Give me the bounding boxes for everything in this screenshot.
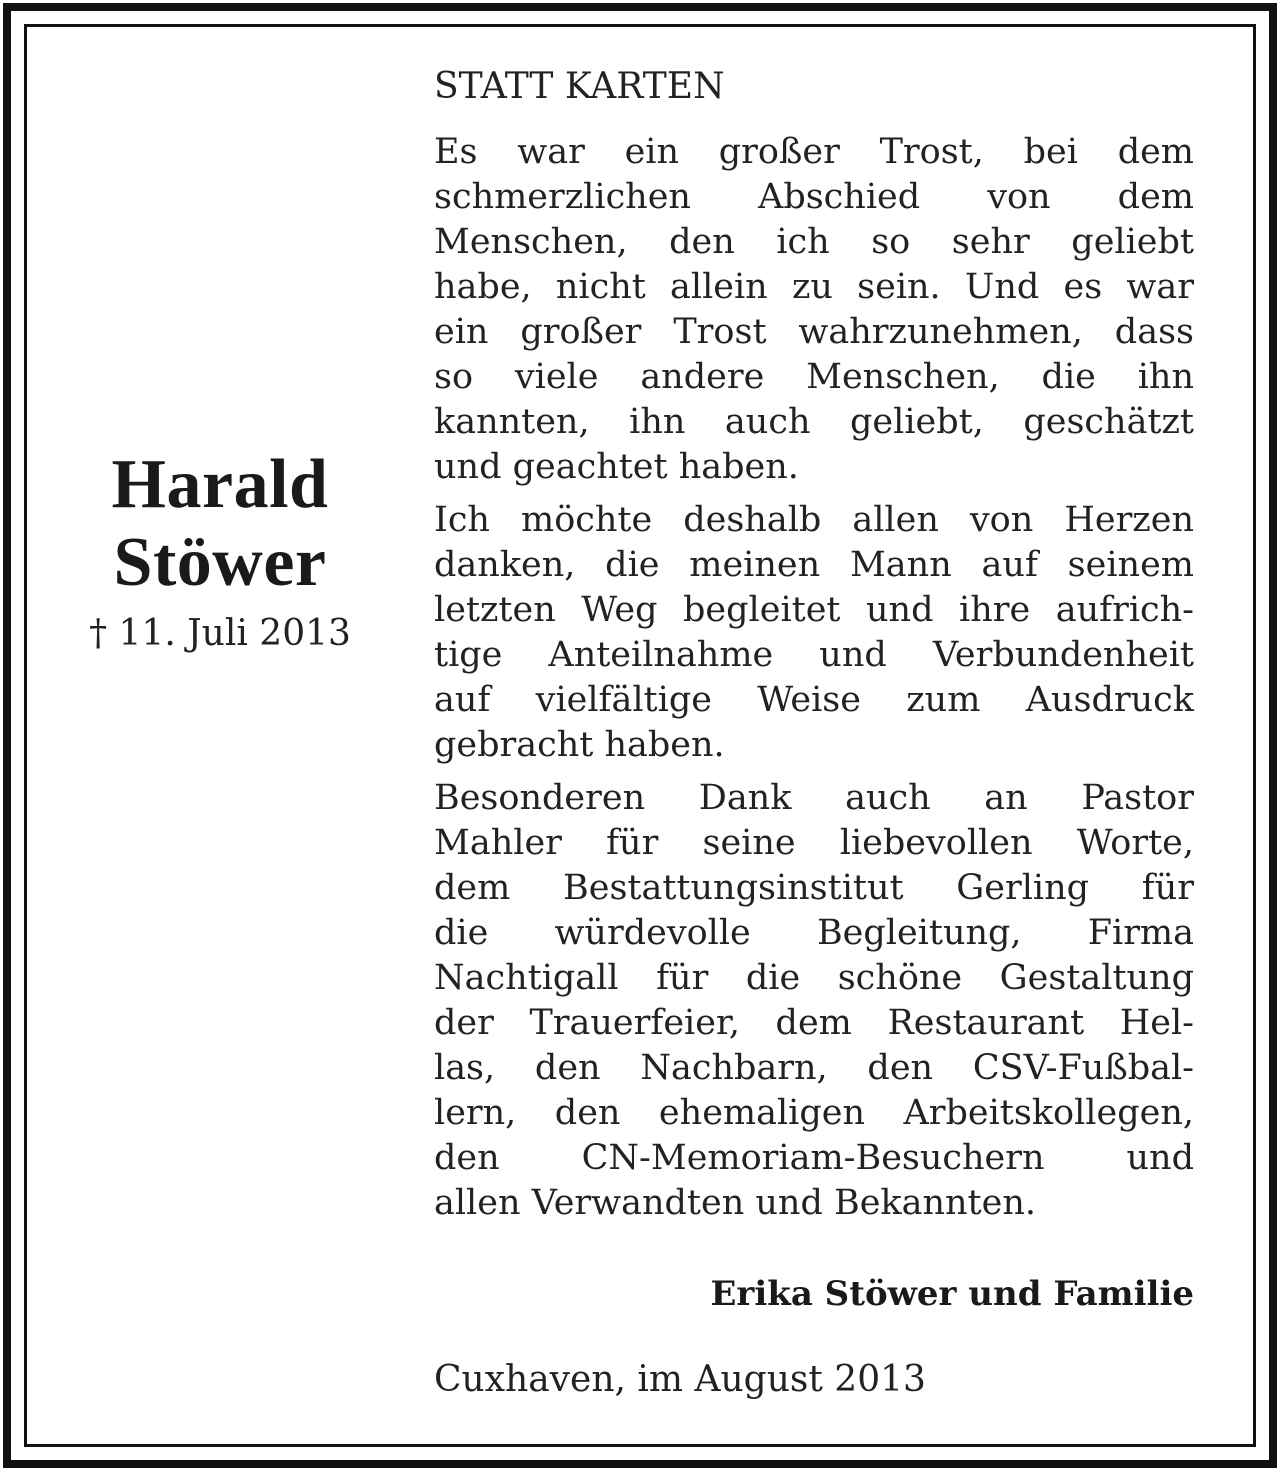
paragraph-line: allen Verwandten und Bekannten. xyxy=(434,1183,1037,1223)
paragraph-line: danken, die meinen Mann auf seinem xyxy=(434,545,1194,585)
paragraph-line: Ich möchte deshalb allen von Herzen xyxy=(434,500,1194,540)
paragraph-1 xyxy=(434,130,1194,490)
paragraph-line: und geachtet haben. xyxy=(434,447,799,487)
paragraph-line: Mahler für seine liebevollen Worte, xyxy=(434,823,1194,863)
first-name: Harald xyxy=(111,446,329,523)
death-date: † 11. Juli 2013 xyxy=(89,613,351,654)
paragraph-line: lern, den ehemaligen Arbeitskollegen, xyxy=(434,1093,1194,1133)
signature: Erika Stöwer und Familie xyxy=(710,1274,1194,1314)
paragraph-line: Besonderen Dank auch an Pastor xyxy=(434,778,1194,818)
paragraph-line: las, den Nachbarn, den CSV-Fußbal- xyxy=(434,1048,1194,1088)
paragraph-line: ein großer Trost wahrzunehmen, dass xyxy=(434,312,1194,352)
last-name: Stöwer xyxy=(113,524,327,601)
paragraph-line: Menschen, den ich so sehr geliebt xyxy=(434,222,1194,262)
notice-heading: STATT KARTEN xyxy=(434,66,725,107)
paragraph-line: gebracht haben. xyxy=(434,725,725,765)
place-and-date: Cuxhaven, im August 2013 xyxy=(434,1359,926,1400)
paragraph-line: letzten Weg begleitet und ihre aufrich- xyxy=(434,590,1194,630)
paragraph-line: den CN-Memoriam-Besuchern und xyxy=(434,1138,1194,1178)
paragraph-3 xyxy=(434,776,1194,1226)
paragraph-line: Nachtigall für die schöne Gestaltung xyxy=(434,958,1194,998)
paragraph-line: auf vielfältige Weise zum Ausdruck xyxy=(434,680,1194,720)
paragraph-line: habe, nicht allein zu sein. Und es war xyxy=(434,267,1194,307)
paragraph-line: tige Anteilnahme und Verbundenheit xyxy=(434,635,1194,675)
paragraph-2 xyxy=(434,498,1194,768)
deceased-name-block xyxy=(30,446,410,656)
paragraph-line: dem Bestattungsinstitut Gerling für xyxy=(434,868,1194,908)
paragraph-line: schmerzlichen Abschied von dem xyxy=(434,177,1194,217)
paragraph-line: so viele andere Menschen, die ihn xyxy=(434,357,1194,397)
paragraph-line: die würdevolle Begleitung, Firma xyxy=(434,913,1194,953)
paragraph-line: Es war ein großer Trost, bei dem xyxy=(434,132,1194,172)
paragraph-line: der Trauerfeier, dem Restaurant Hel- xyxy=(434,1003,1194,1043)
notice-text-column xyxy=(434,62,1194,1402)
paragraph-line: kannten, ihn auch geliebt, geschätzt xyxy=(434,402,1194,442)
